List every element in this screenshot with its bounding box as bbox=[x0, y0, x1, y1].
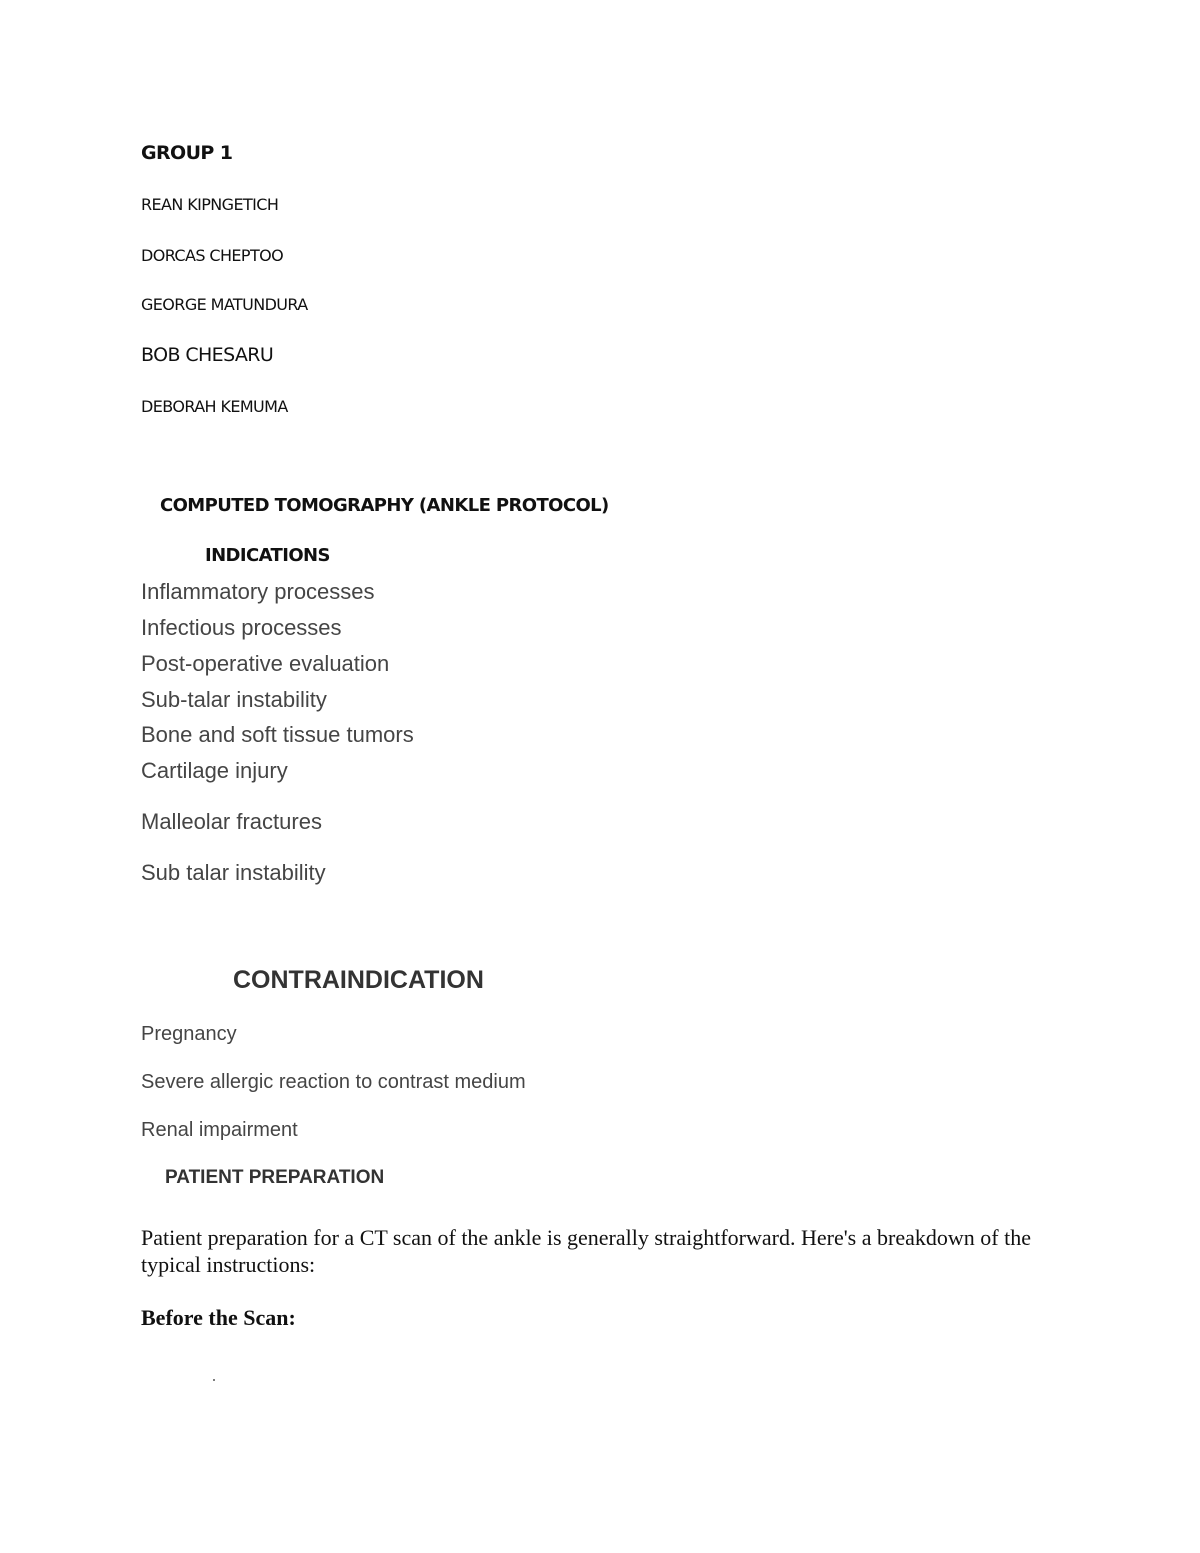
indication-item: Inflammatory processes bbox=[141, 579, 375, 604]
indications-heading: INDICATIONS bbox=[205, 545, 330, 566]
group-title: GROUP 1 bbox=[141, 142, 233, 164]
contraindication-item: Severe allergic reaction to contrast medium bbox=[141, 1071, 526, 1093]
indication-item: Sub-talar instability bbox=[141, 687, 327, 712]
group-member: GEORGE MATUNDURA bbox=[141, 295, 308, 314]
group-member: DORCAS CHEPTOO bbox=[141, 246, 284, 265]
patient-preparation-paragraph: Patient preparation for a CT scan of the ankle is generally straightforward. Here's a breakdown of the typical instructions: bbox=[141, 1225, 1031, 1277]
indication-item: Bone and soft tissue tumors bbox=[141, 722, 414, 747]
group-member: REAN KIPNGETICH bbox=[141, 195, 279, 214]
document-title: COMPUTED TOMOGRAPHY (ANKLE PROTOCOL) bbox=[160, 495, 609, 516]
indication-item: Infectious processes bbox=[141, 615, 342, 640]
indication-item: Post-operative evaluation bbox=[141, 651, 390, 676]
list-bullet-dot bbox=[213, 1379, 215, 1381]
contraindication-item: Renal impairment bbox=[141, 1119, 298, 1141]
indication-item: Sub talar instability bbox=[141, 860, 326, 885]
contraindication-heading: CONTRAINDICATION bbox=[233, 966, 484, 994]
contraindication-item: Pregnancy bbox=[141, 1023, 237, 1045]
group-member: DEBORAH KEMUMA bbox=[141, 397, 288, 416]
patient-preparation-heading: PATIENT PREPARATION bbox=[165, 1167, 385, 1188]
before-scan-heading: Before the Scan: bbox=[141, 1305, 296, 1330]
indication-item: Cartilage injury bbox=[141, 758, 288, 783]
indication-item: Malleolar fractures bbox=[141, 809, 322, 834]
group-member: BOB CHESARU bbox=[141, 344, 274, 366]
